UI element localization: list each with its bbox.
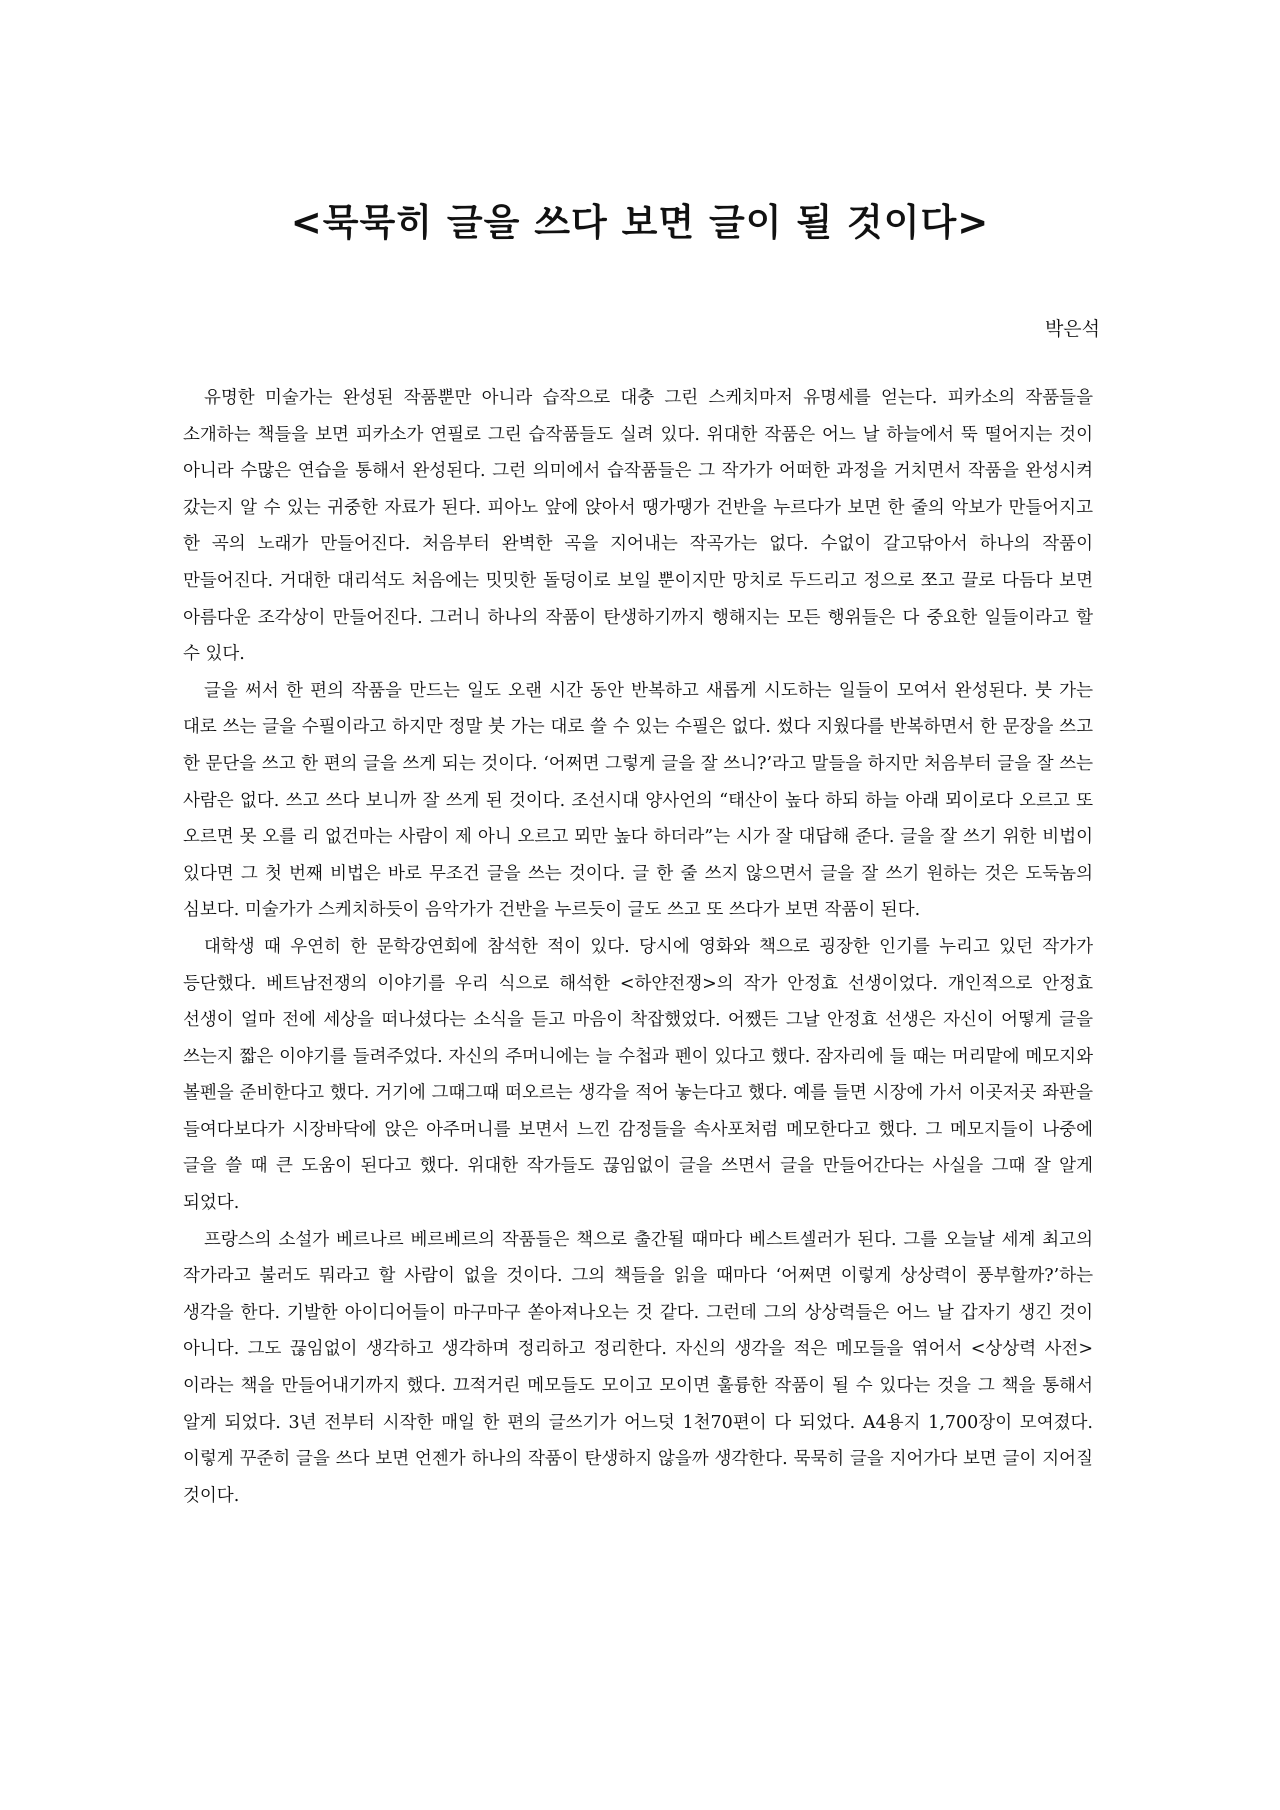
document-body [183,380,1093,1514]
paragraph-4: 프랑스의 소설가 베르나르 베르베르의 작품들은 책으로 출간될 때마다 베스트셀러가 된다. 그를 오늘날 세계 최고의 작가라고 불러도 뭐라고 할 사람이 없을 것이다. 그의 책들을 읽을 때마다 ‘어쩌면 이렇게 상상력이 풍부할까?’하는 생각을 한다. 기발한 아이디어들이 마구마구 쏟아져나오는 것 같다. 그런데 그의 상상력들은 어느 날 갑자기 생긴 것이 아니다. 그도 끊임없이 생각하고 생각하며 정리하고 정리한다. 자신의 생각을 적은 메모들을 엮어서 <상상력 사전>이라는 책을 만들어내기까지 했다. 끄적거린 메모들도 모이고 모이면 훌륭한 작품이 될 수 있다는 것을 그 책을 통해서 알게 되었다. 3년 전부터 시작한 매일 한 편의 글쓰기가 어느덧 1천70편이 다 되었다. A4용지 1,700장이 모여졌다. 이렇게 꾸준히 글을 쓰다 보면 언젠가 하나의 작품이 탄생하지 않을까 생각한다. 묵묵히 글을 지어가다 보면 글이 지어질 것이다. [183,1229,1093,1506]
paragraph-2: 글을 써서 한 편의 작품을 만드는 일도 오랜 시간 동안 반복하고 새롭게 시도하는 일들이 모여서 완성된다. 붓 가는 대로 쓰는 글을 수필이라고 하지만 정말 붓 가는 대로 쓸 수 있는 수필은 없다. 썼다 지웠다를 반복하면서 한 문장을 쓰고 한 문단을 쓰고 한 편의 글을 쓰게 되는 것이다. ‘어쩌면 그렇게 글을 잘 쓰니?’라고 말들을 하지만 처음부터 글을 잘 쓰는 사람은 없다. 쓰고 쓰다 보니까 잘 쓰게 된 것이다. 조선시대 양사언의 “태산이 높다 하되 하늘 아래 뫼이로다 오르고 또 오르면 못 오를 리 없건마는 사람이 제 아니 오르고 뫼만 높다 하더라”는 시가 잘 대답해 준다. 글을 잘 쓰기 위한 비법이 있다면 그 첫 번째 비법은 바로 무조건 글을 쓰는 것이다. 글 한 줄 쓰지 않으면서 글을 잘 쓰기 원하는 것은 도둑놈의 심보다. 미술가가 스케치하듯이 음악가가 건반을 누르듯이 글도 쓰고 또 쓰다가 보면 작품이 된다. [183,680,1093,921]
author-name: 박은석 [1044,318,1100,340]
paragraph-1: 유명한 미술가는 완성된 작품뿐만 아니라 습작으로 대충 그린 스케치마저 유명세를 얻는다. 피카소의 작품들을 소개하는 책들을 보면 피카소가 연필로 그린 습작품들도 실려 있다. 위대한 작품은 어느 날 하늘에서 뚝 떨어지는 것이 아니라 수많은 연습을 통해서 완성된다. 그런 의미에서 습작품들은 그 작가가 어떠한 과정을 거치면서 작품을 완성시켜 갔는지 알 수 있는 귀중한 자료가 된다. 피아노 앞에 앉아서 땡가땡가 건반을 누르다가 보면 한 줄의 악보가 만들어지고 한 곡의 노래가 만들어진다. 처음부터 완벽한 곡을 지어내는 작곡가는 없다. 수없이 갈고닦아서 하나의 작품이 만들어진다. 거대한 대리석도 처음에는 밋밋한 돌덩이로 보일 뿐이지만 망치로 두드리고 정으로 쪼고 끌로 다듬다 보면 아름다운 조각상이 만들어진다. 그러니 하나의 작품이 탄생하기까지 행해지는 모든 행위들은 다 중요한 일들이라고 할 수 있다. [183,388,1093,665]
paragraph-3: 대학생 때 우연히 한 문학강연회에 참석한 적이 있다. 당시에 영화와 책으로 굉장한 인기를 누리고 있던 작가가 등단했다. 베트남전쟁의 이야기를 우리 식으로 해석한 <하얀전쟁>의 작가 안정효 선생이었다. 개인적으로 안정효 선생이 얼마 전에 세상을 떠나셨다는 소식을 듣고 마음이 착잡했었다. 어쨌든 그날 안정효 선생은 자신이 어떻게 글을 쓰는지 짧은 이야기를 들려주었다. 자신의 주머니에는 늘 수첩과 펜이 있다고 했다. 잠자리에 들 때는 머리맡에 메모지와 볼펜을 준비한다고 했다. 거기에 그때그때 떠오르는 생각을 적어 놓는다고 했다. 예를 들면 시장에 가서 이곳저곳 좌판을 들여다보다가 시장바닥에 앉은 아주머니를 보면서 느낀 감정들을 속사포처럼 메모한다고 했다. 그 메모지들이 나중에 글을 쓸 때 큰 도움이 된다고 했다. 위대한 작가들도 끊임없이 글을 쓰면서 글을 만들어간다는 사실을 그때 잘 알게 되었다. [183,936,1093,1214]
document-title: <묵묵히 글을 쓰다 보면 글이 될 것이다> [290,201,990,244]
